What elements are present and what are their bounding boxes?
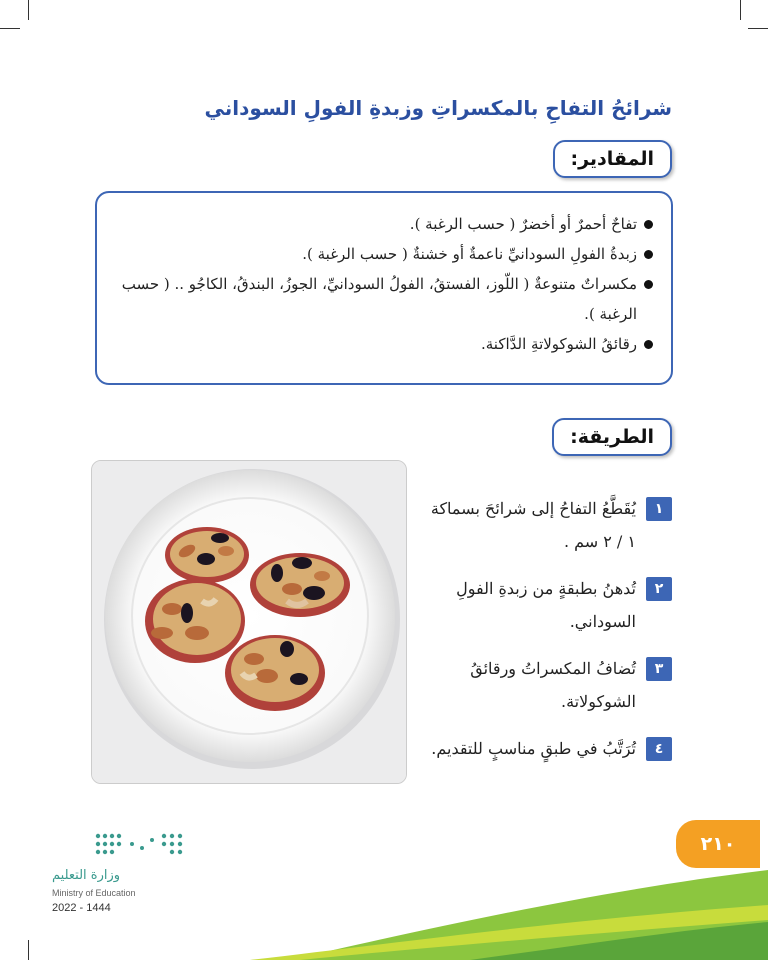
crop-mark-top-left-h — [0, 28, 20, 29]
ingredient-item: رقائقُ الشوكولاتةِ الدَّاكنة. — [113, 329, 655, 359]
step-item — [420, 652, 672, 718]
ingredients-list — [113, 209, 655, 359]
ingredients-heading: المقادير: — [553, 140, 673, 178]
step-number: ٢ — [646, 577, 672, 601]
step-text: تُضافُ المكسراتُ ورقائقُ الشوكولاتة. — [470, 659, 636, 711]
apple-slice — [250, 553, 350, 617]
ministry-logo — [52, 828, 192, 928]
step-item — [420, 492, 672, 558]
crop-mark-top-left — [28, 0, 29, 20]
apple-slice — [165, 527, 249, 583]
page-title: شرائحُ التفاحِ بالمكسراتِ وزبدةِ الفولِ السوداني — [204, 96, 672, 120]
step-text: يُقَطَّعُ التفاحُ إلى شرائحَ بسماكة ١ / ٢ سم . — [430, 499, 636, 551]
edition-year: 2022 - 1444 — [52, 902, 111, 914]
crop-mark-top-right-h — [748, 28, 768, 29]
ingredient-item: تفاحٌ أحمرٌ أو أخضرٌ ( حسب الرغبة ). — [113, 209, 655, 239]
apple-slices-image — [92, 461, 406, 783]
method-heading: الطريقة: — [552, 418, 672, 456]
step-text: تُرَتَّبُ في طبقٍ مناسبٍ للتقديم. — [431, 739, 636, 758]
apple-slice — [225, 635, 325, 711]
step-item — [420, 732, 672, 765]
method-steps — [420, 492, 672, 779]
step-number: ٣ — [646, 657, 672, 681]
step-number: ١ — [646, 497, 672, 521]
step-item — [420, 572, 672, 638]
apple-slice — [145, 579, 245, 663]
step-text: تُدهنُ بطبقةٍ من زبدةِ الفولِ السوداني. — [456, 579, 636, 631]
ingredient-item: زبدةُ الفولِ السودانيِّ ناعمةٌ أو خشنةٌ ( حسب الرغبة ). — [113, 239, 655, 269]
ingredient-item: مكسراتٌ متنوعةٌ ( اللّوز، الفستقُ، الفولُ السودانيِّ، الجوزُ، البندقُ، الكاجُو .. ( حسب الرغبة ). — [113, 269, 655, 329]
page-number: ٢١٠ — [700, 833, 736, 855]
page-number-tab — [676, 820, 760, 868]
ministry-name-english: Ministry of Education — [52, 888, 136, 898]
ingredients-box — [95, 191, 673, 385]
ministry-logo-icon — [92, 828, 222, 864]
step-number: ٤ — [646, 737, 672, 761]
ministry-name-arabic: وزارة التعليم — [52, 868, 121, 883]
crop-mark-top-right — [740, 0, 741, 20]
recipe-photo — [91, 460, 407, 784]
